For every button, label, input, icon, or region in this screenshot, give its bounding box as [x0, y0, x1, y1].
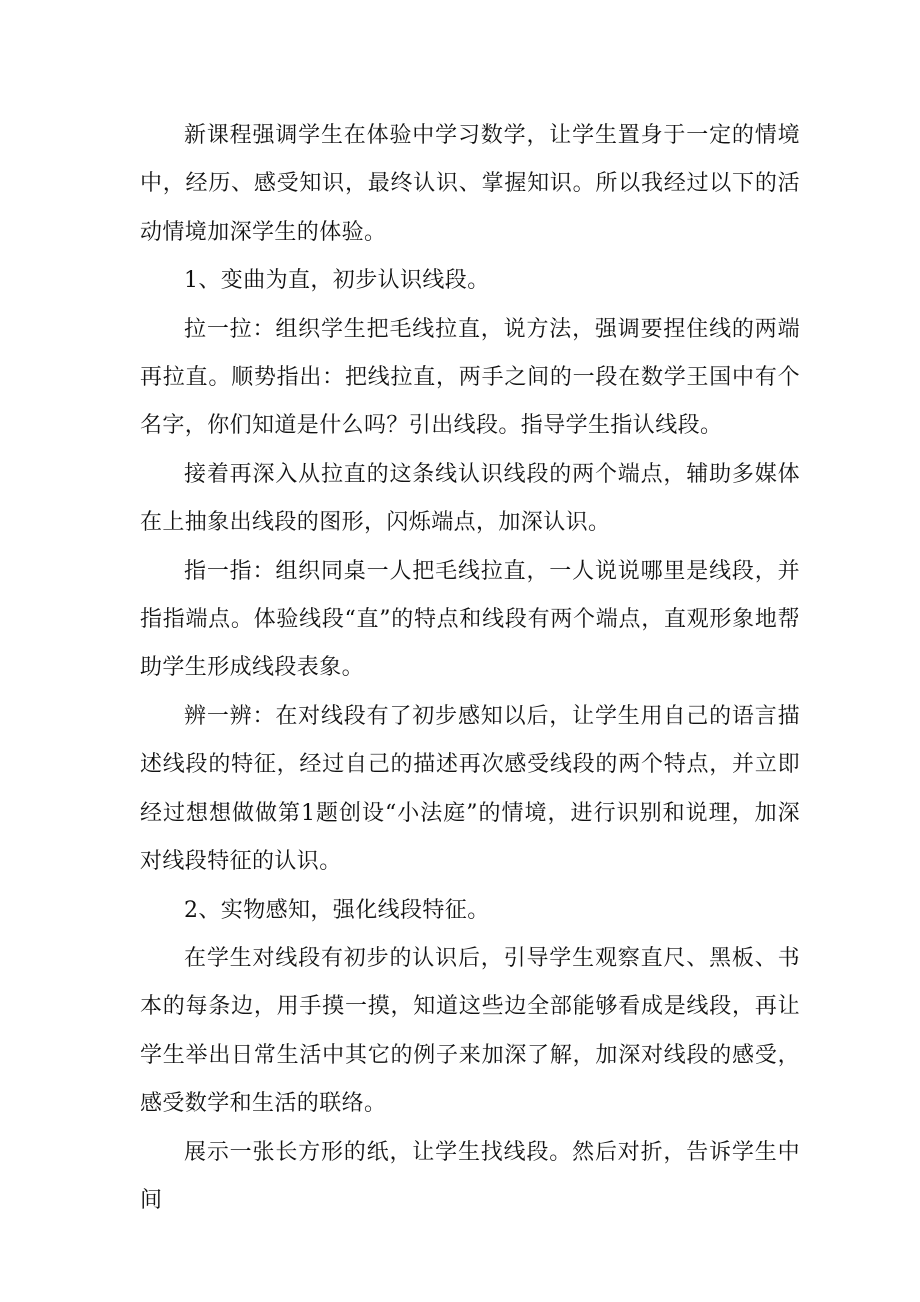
paragraph-paper: 展示一张长方形的纸，让学生找线段。然后对折，告诉学生中间: [140, 1139, 800, 1213]
paragraph-point: 指一指：组织同桌一人把毛线拉直，一人说说哪里是线段，并指指端点。体验线段“直”的特点和线段有两个端点，直观形象地帮助学生形成线段表象。: [140, 558, 800, 681]
paragraph-pull: 拉一拉：组织学生把毛线拉直，说方法，强调要捏住线的两端再拉直。顺势指出：把线拉直，两手之间的一段在数学王国中有个名字，你们知道是什么吗？引出线段。指导学生指认线段。: [140, 316, 800, 439]
paragraph-objects: 在学生对线段有初步的认识后，引导学生观察直尺、黑板、书本的每条边，用手摸一摸，知道这些边全部能够看成是线段，再让学生举出日常生活中其它的例子来加深了解，加深对线段的感受，感受数学和生活的联络。: [140, 945, 800, 1117]
section-heading-2: 2、实物感知，强化线段特征。: [184, 897, 490, 923]
paragraph-endpoints: 接着再深入从拉直的这条线认识线段的两个端点，辅助多媒体在上抽象出线段的图形，闪烁端点，加深认识。: [140, 461, 800, 536]
section-heading-1: 1、变曲为直，初步认识线段。: [184, 268, 490, 294]
paragraph-intro: 新课程强调学生在体验中学习数学，让学生置身于一定的情境中，经历、感受知识，最终认识、掌握知识。所以我经过以下的活动情境加深学生的体验。: [140, 123, 800, 245]
document-body: [140, 112, 800, 1225]
paragraph-distinguish: 辨一辨：在对线段有了初步感知以后，让学生用自己的语言描述线段的特征，经过自己的描述再次感受线段的两个特点，并立即经过想想做做第1题创设“小法庭”的情境，进行识别和说理，加深对线段特征的认识。: [140, 703, 800, 875]
